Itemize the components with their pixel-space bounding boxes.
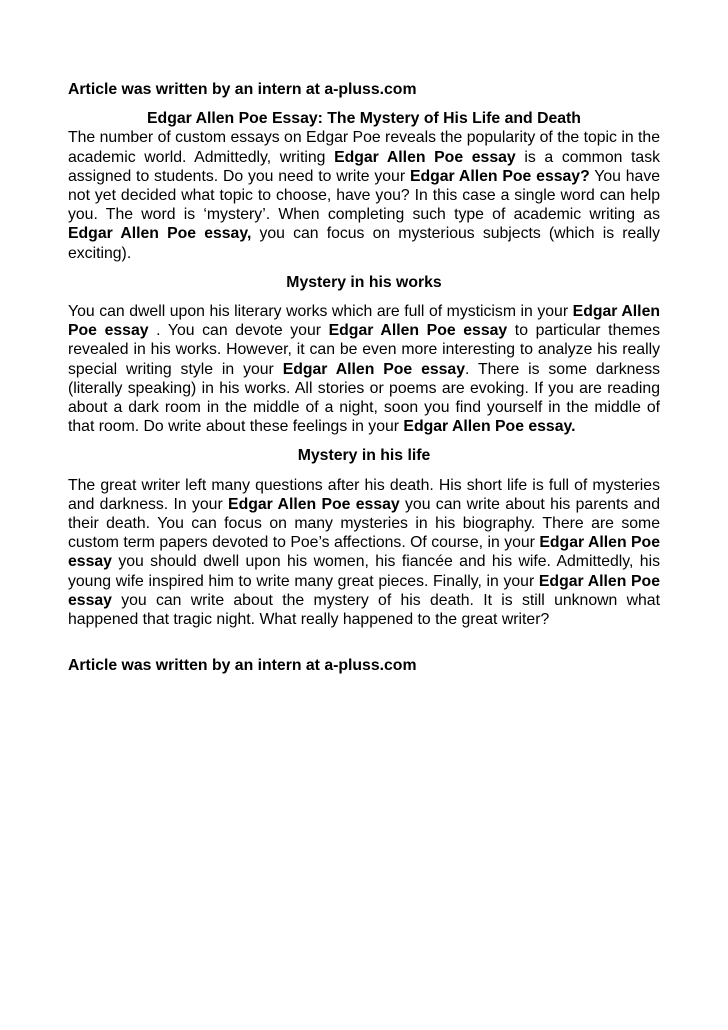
works-text-2: . You can devote your [148, 322, 329, 340]
works-text-4: . There is some darkness (literally speaking) in his works. All stories or poems are evoking. If you are reading about a dark room in the middle of a night, soon you find yourself in the middle of that room. Do write about these feelings in your [68, 360, 661, 436]
life-keyword-3: Edgar Allen Poe essay [68, 572, 660, 609]
works-keyword-1: Edgar Allen Poe essay [68, 303, 661, 340]
life-text-1: The great writer left many questions after his death. His short life is full of mysteries and darkness. In your [68, 476, 660, 513]
life-paragraph [68, 476, 660, 630]
intro-text-2: is a common task assigned to students. Do you need to write your [68, 148, 661, 185]
intro-text-1: The number of custom essays on Edgar Poe reveals the popularity of the topic in the academic world. Admittedly, writing [68, 129, 660, 166]
credit-line-bottom: Article was written by an intern at a-pluss.com [68, 657, 417, 675]
intro-keyword-2: Edgar Allen Poe essay? [409, 167, 590, 185]
life-text-2: you can write about his parents and their death. You can focus on many mysteries in his biography. There are some custom term papers devoted to Poe’s affections. Of course, in your [68, 495, 660, 552]
intro-keyword-1: Edgar Allen Poe essay [334, 148, 516, 166]
intro-text-3: You have not yet decided what topic to choose, have you? In this case a single word can help you. The word is ‘mystery’. When completing such type of academic writing as [68, 167, 661, 224]
works-keyword-3: Edgar Allen Poe essay [282, 360, 466, 378]
works-keyword-4: Edgar Allen Poe essay. [403, 418, 576, 436]
section-heading-life: Mystery in his life [297, 447, 431, 465]
credit-line-top: Article was written by an intern at a-pluss.com [68, 81, 417, 98]
intro-paragraph [68, 128, 660, 262]
works-text-1: You can dwell upon his literary works which are full of mysticism in your [68, 303, 573, 321]
document-title: Edgar Allen Poe Essay: The Mystery of His Life and Death [147, 110, 581, 128]
life-text-3: you should dwell upon his women, his fiancée and his wife. Admittedly, his young wife inspired him to write many great pieces. Finally, in your [68, 553, 660, 590]
works-text-3: to particular themes revealed in his works. However, it can be even more interesting to analyze his really special writing style in your [68, 322, 660, 378]
intro-text-4: you can focus on mysterious subjects (which is really exciting). [68, 225, 660, 262]
life-keyword-2: Edgar Allen Poe essay [68, 534, 660, 571]
section-heading-works: Mystery in his works [286, 273, 442, 291]
works-keyword-2: Edgar Allen Poe essay [328, 322, 508, 340]
document-body [68, 80, 660, 675]
works-paragraph [68, 302, 660, 436]
life-keyword-1: Edgar Allen Poe essay [228, 495, 400, 513]
intro-keyword-3: Edgar Allen Poe essay, [68, 225, 252, 243]
life-text-4: you can write about the mystery of his death. It is still unknown what happened that tragic night. What really happened to the great writer? [68, 591, 660, 629]
